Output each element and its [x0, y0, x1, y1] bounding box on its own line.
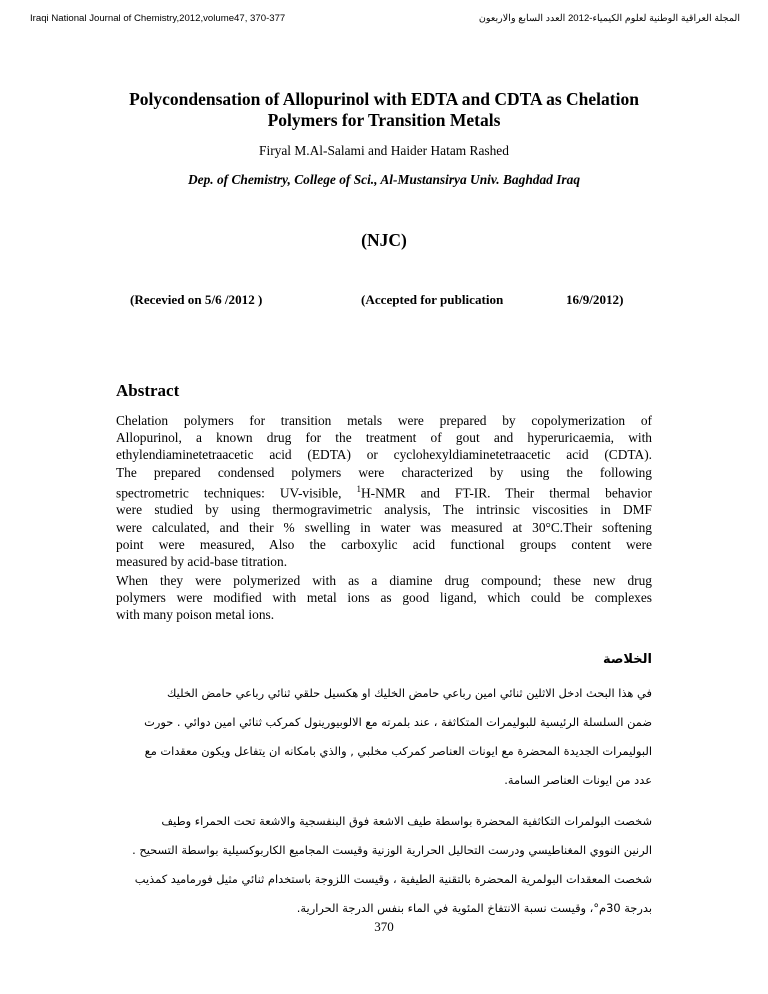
abstract-line: polymers were modified with metal ions as good ligand, which could be complexes [116, 590, 652, 606]
abstract-paragraph-2 [116, 572, 652, 624]
title-line-1: Polycondensation of Allopurinol with EDTA and CDTA as Chelation [129, 89, 639, 109]
abstract-line: ethylendiaminetetraacetic acid (EDTA) or cyclohexyldiaminetetraacetic acid (CDTA). [116, 447, 652, 463]
journal-code: (NJC) [361, 230, 407, 250]
paper-title [60, 89, 708, 131]
abstract-line: were calculated, and their % swelling in water was measured at 30°C.Their softening [116, 519, 652, 535]
abstract-line: Chelation polymers for transition metals were prepared by copolymerization of [116, 413, 652, 428]
abstract-line-nmr [116, 481, 652, 502]
abstract-line: with many poison metal ions. [116, 607, 275, 623]
header-arabic-citation: المجلة العراقية الوطنية لعلوم الكيمياء-2012 العدد السابع والاربعون [478, 13, 740, 24]
running-header [30, 13, 740, 24]
received-date: (Recevied on 5/6 /2012 ) [130, 292, 263, 307]
abstract-line-part: H-NMR and FT-IR. Their thermal behavior [360, 485, 652, 501]
abstract-line: point were measured, Also the carboxylic acid functional groups content were [116, 536, 652, 552]
arabic-line: في هذا البحث ادخل الاثلين ثنائي امين رباعي حامض الخليك او هكسيل حلقي ثنائي رباعي حامض الخليك [167, 686, 652, 700]
accepted-label: (Accepted for publication [361, 292, 504, 307]
abstract-line-part: spectrometric techniques: UV-visible, [116, 485, 357, 501]
arabic-line: ضمن السلسلة الرئيسية للبوليمرات المتكاثفة ، عند بلمرته مع الالوبيورينول كمركب ثنائي امين دوائي . حورت [144, 715, 652, 729]
abstract-line: were studied by using thermogravimetric analysis, The intrinsic viscosities in DMF [116, 502, 652, 518]
abstract-heading: Abstract [116, 381, 180, 400]
arabic-line: البوليمرات الجديدة المحضرة مع ايونات العناصر كمركب مخلبي , والذي بامكانه ان يتفاعل ويكون معقدات مع [144, 744, 652, 758]
arabic-line: بدرجة 30م°، وقيست نسبة الانتفاخ المئوية في الماء بنفس الدرجة الحرارية. [296, 901, 652, 915]
arabic-line: شخصت البولمرات التكاثفية المحضرة بواسطة طيف الاشعة فوق البنفسجية والاشعة تحت الحمراء وطيف [161, 814, 652, 828]
abstract-line: measured by acid-base titration. [116, 554, 288, 570]
arabic-line: عدد من ايونات العناصر السامة. [504, 773, 652, 787]
header-journal-citation: Iraqi National Journal of Chemistry,2012,volume47, 370-377 [30, 13, 286, 24]
abstract-paragraph-1 [116, 412, 652, 570]
abstract-line: The prepared condensed polymers were characterized by using the following [116, 464, 652, 480]
accepted-date: 16/9/2012) [566, 292, 624, 307]
authors: Firyal M.Al-Salami and Haider Hatam Rashed [259, 143, 509, 158]
abstract-line: When they were polymerized with as a diamine drug compound; these new drug [116, 573, 652, 588]
arabic-abstract-heading: الخلاصة [602, 652, 652, 667]
title-line-2: Polymers for Transition Metals [267, 110, 501, 130]
abstract-line: Allopurinol, a known drug for the treatment of gout and hyperuricaemia, with [116, 430, 652, 446]
arabic-line: الرنين النووي المغناطيسي ودرست التحاليل الحرارية الوزنية وقيست المجاميع الكاربوكسيلية بواسطة التسحيح . [132, 843, 652, 857]
affiliation: Dep. of Chemistry, College of Sci., Al-Mustansirya Univ. Baghdad Iraq [187, 172, 581, 187]
superscript-1: 1 [356, 483, 361, 494]
page-number: 370 [374, 919, 394, 934]
arabic-line: شخصت المعقدات البولمرية المحضرة بالتقنية الطيفية ، وقيست اللزوجة باستخدام ثنائي مثيل فورماميد كمذيب [134, 872, 652, 886]
